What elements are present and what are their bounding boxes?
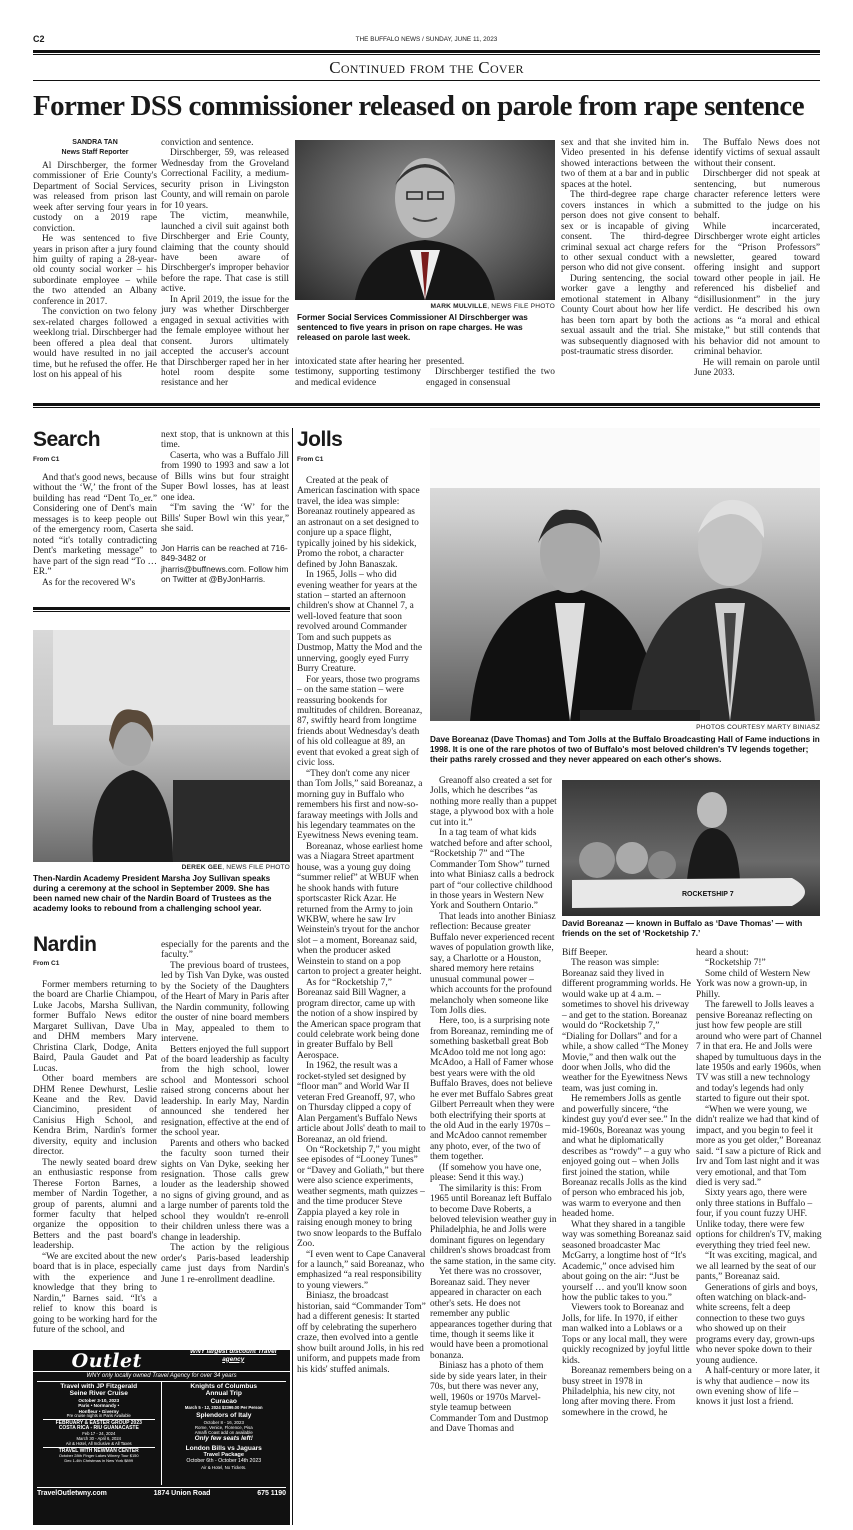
ad-line: Rome, Venice, Florence, Pisa — [194, 1425, 253, 1431]
nardin-column-2 — [161, 940, 289, 1285]
ad-line: March 5 - 12, 2024 $2399.00 Per Person — [184, 1404, 263, 1410]
paragraph: In April 2019, the issue for the jury was whether Dirschberger engaged in sexual activities with the female employee without her consent. Jurors ultimately accepted the accuser's account that Dirschberger raped her in her hotel room despite some resistance and her — [161, 294, 289, 389]
ad-line: Honfleur • Giverny — [78, 1408, 119, 1414]
ad-line: Knights of Columbus — [190, 1382, 258, 1390]
paragraph: (If somehow you have one, please: Send it this way.) — [430, 1162, 542, 1184]
dss-column-2 — [161, 138, 289, 389]
ad-line: Splendors of Italy — [196, 1412, 252, 1420]
ad-line: Paris • Normandy • — [78, 1403, 120, 1409]
article-divider — [33, 611, 290, 612]
paragraph: He remembers Jolls as gentle and powerfully sincere, “the kindest guy you'd ever see.” In the mid-1960s, Boreanaz was young and what he diplomatically describes as “rowdy” – a guy who enjoyed going out – when Jolls first joined the station, while Boreanaz recalls Jolls as the kind of person who embraced his job, was warm to everyone and then headed home. — [562, 1094, 692, 1220]
paragraph: Biniasz, the broadcast historian, said “Commander Tom” had a different genesis: It started off by celebrating the superhero craze, then evolved into a gentle show built around Jolls, in his red uniform, and puppets made from his kids' stuffed animals. — [297, 1291, 426, 1375]
article-divider — [33, 403, 820, 406]
byline: SANDRA TAN — [72, 139, 118, 146]
paragraph: He was sentenced to five years in prison after a jury found him guilty of raping a 28-year-old county social worker – his subordinate employee – while the two attended an Albany conference in 2017. — [33, 234, 157, 307]
photographer-name: DEREK GEE — [181, 864, 223, 871]
paragraph: Greanoff also created a set for Jolls, which he describes “as nothing more really than a puppet stage, a plywood box with a hole cut into it.” — [430, 776, 557, 828]
section-label: Continued from the Cover — [329, 58, 524, 77]
dirschberger-photo — [295, 140, 555, 300]
paragraph: Biniasz has a photo of them side by side years later, in their 70s, but there was never any, well, 1960s or 1970s Marvel-style teamup between Commander Tom and Dustmop and Dave Thomas and — [430, 1361, 549, 1435]
ad-line: London Bills vs Jaguars — [185, 1444, 262, 1452]
paragraph: Caserta, who was a Buffalo Jill from 1990 to 1993 and saw a lot of Bills wins but four straight Super Bowl losses, has at least one idea. — [161, 450, 289, 503]
ad-line: Travel with JP Fitzgerald — [60, 1382, 138, 1390]
ad-line: Pre cruise nights in Paris Available — [43, 1414, 155, 1420]
paragraph: intoxicated state after hearing her testimony, supporting testimony and medical evidence — [295, 357, 421, 388]
column-divider — [292, 428, 293, 1525]
photo-credit: PHOTOS COURTESY MARTY BINIASZ — [696, 724, 820, 731]
paragraph: The farewell to Jolls leaves a pensive Boreanaz reflecting on just how few people are still around who were part of Channel 7 in that era. He and Jolls were shaped by tumultuous days in the late 1950s and early 1960s, when TV was still a new technology and today's legends had only started to figure out their spot. — [696, 1000, 822, 1105]
photo-caption: Then-Nardin Academy President Marsha Joy Sullivan speaks during a ceremony at the school in September 2009. She has been named new chair of the Nardin Board of Trustees as the academy looks to rebound from a challenging school year. — [33, 874, 272, 913]
dateline: THE BUFFALO NEWS / SUNDAY, JUNE 11, 2023 — [355, 36, 498, 43]
paragraph: That leads into another Biniasz reflection: Because greater Buffalo never experienced recent waves of population growth like, say, a Charlotte or a Houston, shared memory here retains unusual communal power – which accounts for the profound melancholy when someone like Tom Jolls dies. — [430, 911, 556, 1016]
paragraph: Boreanaz, whose earliest home was a Niagara Street apartment house, was a young guy doing “summer relief” at WBUF when he shook hands with future sportscaster Rick Azar. He returned from the Army to join WKBW, where he saw Irv Weinstein's tryout for the anchor slot – a moment, Boreanaz said, when the producer asked Weinstein to stand on a pop carton to project a greater height. — [297, 841, 423, 978]
paragraph: In 1962, the result was a rocket-styled set designed by “floor man” and World War II veteran Fred Greanoff, 97, who on Thursday clipped a copy of Alan Pergament's Buffalo News article about Jolls' death to mail to Boreanaz, an old friend. — [297, 1061, 426, 1145]
paragraph: The newly seated board drew an enthusiastic response from Therese Forton Barnes, a member of Nardin Together, a group of parents, alumni and former faculty that helped organize the opposition to Betters and the past board's leadership. — [33, 1157, 157, 1252]
ad-line: Air & Hotel, No Tickets. — [201, 1464, 247, 1470]
search-column-2 — [161, 430, 289, 585]
credit-source: , NEWS FILE PHOTO — [222, 864, 290, 871]
ad-footer — [37, 1487, 286, 1498]
jolls-column-1 — [297, 476, 426, 1375]
dss-column-5 — [561, 138, 689, 358]
sullivan-photo — [33, 630, 290, 862]
paragraph: “It was exciting, magical, and we all learned by the seat of our pants,” Boreanaz said. — [696, 1251, 817, 1283]
ad-slogan: WNY largest discount Travel agency — [190, 1348, 277, 1363]
dss-column-1 — [33, 138, 157, 380]
section-rule — [33, 80, 820, 81]
ad-line: FEBRUARY & EASTER GROUP 2023 — [55, 1419, 142, 1426]
ad-line: Seine River Cruise — [69, 1390, 128, 1398]
paragraph: Generations of girls and boys, often watching on black-and-white screens, felt a deep connection to these two guys who showed up on their programs every day, grown-ups who never spoke down to their young audience. — [696, 1282, 818, 1366]
photo-caption: David Boreanaz — known in Buffalo as ‘Dave Thomas’ — with friends on the set of ‘Rocketship 7.’ — [562, 919, 803, 938]
paragraph: Biff Beeper. — [562, 948, 608, 958]
paragraph: A half-century or more later, it is why that audience – now its own evening show of life – knows it just lost a friend. — [696, 1366, 820, 1408]
ad-line: Amalfi Coast add on available — [194, 1430, 253, 1436]
nardin-column-1 — [33, 980, 157, 1335]
photo-credit — [33, 864, 290, 871]
paragraph: For years, those two programs – on the same station – were reassuring bookends for multitudes of children. Boreanaz, 87, swiftly heard from longtime friends about Wednesday's death of his old colleague at 89, an event that evoked a great sigh of civic loss. — [297, 674, 423, 769]
masthead-rule — [33, 50, 820, 53]
paragraph: As for the recovered W's — [42, 577, 136, 588]
jolls-column-2 — [430, 776, 557, 1435]
author-tagline: Jon Harris can be reached at 716-849-3482 or jharris@buffnews.com. Follow him on Twitter at @ByJonHarris. — [161, 542, 289, 585]
paragraph: Here, too, is a surprising note from Boreanaz, reminding me of something basketball great Bob McAdoo told me not long ago: McAdoo, a Hall of Famer whose best years were with the old Buffalo Braves, does not believe he ever met Buffalo Sabres great Gilbert Perreault when they were both electrifying their sports at the old Aud in the early 1970s – and McAdoo cannot remember any photo, ever, of the two of them together. — [430, 1016, 555, 1163]
paragraph: Other board members are DHM Renee Dewhurst, Leslie Keane and the Rev. David Ciancimino, president of Canisius High School, and Kendra Brim, Nardin's former diversity, equity and inclusion director. — [33, 1074, 157, 1158]
paragraph: The Buffalo News does not identify victims of sexual assault without their consent. — [694, 138, 820, 169]
paragraph: Sixty years ago, there were only three stations in Buffalo – four, if you count fuzzy UHF. Unlike today, there were few options for children's TV, making everything they tried feel new. — [696, 1188, 822, 1251]
ad-address: 1874 Union Road — [153, 1489, 211, 1497]
ad-line: Air & Hotel, All Inclusive & All Taxes — [43, 1442, 155, 1448]
ad-line: Travel Package — [203, 1452, 244, 1459]
photo-credit — [295, 303, 555, 310]
paragraph: especially for the parents and the faculty.” — [161, 940, 289, 961]
jolls-kicker: Jolls — [297, 428, 343, 451]
paragraph: In 1965, Jolls – who did evening weather for years at the station – started an afternoon children's show at Channel 7, a well-loved feature that soon revolved around Commander Tom and such puppets as Dustmop, Matty the Mod and the unnerving, googly eyed Furry Burry Creature. — [297, 570, 422, 675]
jump-line: From C1 — [33, 456, 60, 463]
dss-column-3 — [295, 357, 421, 388]
paragraph: “Rocketship 7!” — [705, 958, 766, 969]
paragraph: Some child of Western New York was now a grown-up, in Philly. — [696, 968, 811, 1000]
nardin-kicker: Nardin — [33, 933, 97, 956]
paragraph: While incarcerated, Dirschberger wrote eight articles for the “Prison Professors” newsletter, geared toward offering insight and support toward other people in jail. He referenced his disbelief and “disillusionment” in the jury verdict. He described his own actions as “a moral and ethical mistake,” but still contends that his behavior did not amount to criminal behavior. — [694, 221, 820, 358]
paragraph: The reason was simple: Boreanaz said they lived in different programming worlds. He would wake up at 4 a.m. – sometimes to shovel his driveway – and get to the station. Boreanaz would do “Rocketship 7,” “Dialing for Dollars” and for a while, a show called “The Money Movie,” and then walk out the door when Jolls, who did the weather for the Eyewitness News team, was just coming in. — [562, 958, 691, 1094]
paragraph: Yet there was no crossover, Boreanaz said. They never appeared in character on each other's sets. He does not remember any public appearances together during that time, though it seems like it would have been a promotional bonanza. — [430, 1267, 553, 1361]
jolls-column-3 — [562, 948, 692, 1418]
jump-line: From C1 — [33, 960, 60, 967]
paragraph: Former members returning to the board are Charlie Chiampou, Luke Jacobs, Marsha Sullivan, former Buffalo News editor Margaret Sullivan, Dave Uba and DHM members Mary Christina Clark, Dodge, Anita Baird, Paula Gaudet and Pat Lucas. — [33, 980, 157, 1074]
ad-line: October 28th Finger Lakes Winery Tour $150 — [58, 1453, 139, 1459]
paragraph: During sentencing, the social worker gave a lengthy and emotional statement in Albany County Court about how her life has been torn apart by both the sexual assault and the trial. She was subsequently diagnosed with post-traumatic stress disorder. — [561, 273, 689, 358]
paragraph: The action by the religious order's Paris-based leadership came just days from Nardin's June 1 re-enrollment deadline. — [161, 1243, 289, 1285]
paragraph: Parents and others who backed the faculty soon turned their sights on Van Dyke, seeking her resignation. Those calls grew louder as the leadership showed no signs of giving ground, and as a large number of parents told the school they wouldn't re-enroll their children unless there was a change in leadership. — [161, 1138, 289, 1243]
credit-source: , NEWS FILE PHOTO — [487, 303, 555, 310]
paragraph: The third-degree rape charge covers instances in which a person does not give consent to sex or is incapable of giving consent. The third-degree criminal sexual act charge refers to other sexual conduct with a person who did not give consent. — [561, 190, 689, 274]
paragraph: Dirschberger testified the two engaged in consensual — [426, 367, 555, 388]
paragraph: On “Rocketship 7,” you might see episodes of “Looney Tunes” or “Davey and Goliath,” but there were also science experiments, weather segments, math quizzes – and the time producer Steve Zappia played a key role in raising enough money to bring two snow leopards to the Buffalo Zoo. — [297, 1145, 425, 1250]
ad-subtitle: WNY only locally owned Travel Agency for over 34 years — [86, 1373, 237, 1379]
paragraph: The victim, meanwhile, launched a civil suit against both Dirschberger and Erie County, claiming that the county should have been aware of Dirschberger's improper behavior before the rape. That case is still active. — [161, 211, 289, 295]
paragraph: Dirschberger did not speak at sentencing, but numerous character reference letters were submitted to the judge on his behalf. — [694, 169, 820, 222]
ad-title: Travel Outlet — [71, 1330, 142, 1372]
ad-line: October 8 - 16, 2023 — [203, 1420, 244, 1426]
byline-role: News Staff Reporter — [61, 149, 129, 157]
rocketship-set-illustration — [562, 780, 820, 916]
boreanaz-jolls-photo — [430, 428, 820, 721]
masthead-rule — [33, 54, 820, 55]
paragraph: sex and that she invited him in. Video presented in his defense showed interactions between the two of them at a bar and in public spaces at the hotel. — [561, 138, 689, 190]
article-divider — [33, 607, 290, 610]
paragraph: Boreanaz remembers being on a busy street in 1978 in Philadelphia, his new city, not long after moving there. From somewhere in the crowd, he — [562, 1366, 692, 1418]
ad-line: TRAVEL WITH NEWMAN CENTER — [58, 1447, 139, 1454]
rocketship-photo — [562, 780, 820, 916]
photographer-name: MARK MULVILLE — [430, 303, 488, 310]
page-number: C2 — [33, 34, 45, 44]
paragraph: Viewers took to Boreanaz and Jolls, for life. In 1970, if either man walked into a Loblaws or a Tops or any local mall, they were quickly recognized by joyful little kids. — [562, 1303, 690, 1366]
podium-illustration — [33, 630, 290, 862]
paragraph: The conviction on two felony sex-related charges followed a weeklong trial. Dirschberger had been offered a plea deal that would have resulted in no jail time, but he refused the offer. He lost on his appeal of his — [33, 307, 157, 380]
paragraph: conviction and sentence. — [161, 138, 254, 148]
paragraph: Al Dirschberger, the former commissioner of Erie County's Department of Social Services, was released from prison last week after serving four years in custody on a 2019 rape conviction. — [33, 160, 157, 234]
paragraph: He will remain on parole until June 2033. — [694, 357, 820, 378]
paragraph: Dirschberger, 59, was released Wednesday from the Groveland Correctional Facility, a medium-security prison in Livingston County, and will remain on parole for 10 years. — [161, 148, 290, 211]
two-men-illustration — [430, 428, 820, 721]
photo-caption: Dave Boreanaz (Dave Thomas) and Tom Jolls at the Buffalo Broadcasting Hall of Fame inductions in 1998. It is one of the rare photos of two of Buffalo's most beloved children's TV legends together; their paths rarely crossed and they never appeared on each other's shows. — [430, 735, 820, 764]
ad-line: Only few seats left! — [194, 1435, 253, 1443]
ad-line: October 3-10, 2023 — [78, 1398, 120, 1404]
paragraph: “When we were young, we didn't realize we had that kind of impact, and you begin to feel it more as you get older,” Boreanaz said. “I saw a picture of Rick and Irv and Tom last night and it was very emotional, and that Tom died is very sad.” — [696, 1104, 822, 1188]
headline: Former DSS commissioner released on parole from rape sentence — [33, 90, 804, 122]
paragraph: “We are excited about the new board that is in place, especially with the experience and knowledge that they bring to Nardin,” Barnes said. “It's a relief to know this board is going to be working hard for the future of the school, and — [33, 1251, 157, 1335]
paragraph: Created at the peak of American fascination with space travel, the idea was simple: Boreanaz routinely appeared as an astronaut on a set designed to conjure up a space flight, typically joined by his sidekick, Promo the robot, a character defined by John Banaszak. — [297, 476, 420, 570]
ad-right-panel — [162, 1382, 287, 1485]
ad-phone: 675 1190 — [257, 1489, 286, 1497]
dss-column-4 — [426, 357, 555, 388]
ad-line: Annual Trip — [205, 1390, 242, 1398]
ad-website[interactable]: TravelOutletwny.com — [37, 1489, 107, 1497]
rocket-label: ROCKETSHIP 7 — [682, 891, 734, 898]
ad-line: COSTA RICA - RIU GUANACASTE — [58, 1425, 139, 1432]
paragraph: As for “Rocketship 7,” Boreanaz said Bill Wagner, a program director, came up with the notion of a show inspired by the American space program that could celebrate work being done in greater Buffalo by Bell Aerospace. — [297, 977, 421, 1061]
jump-line: From C1 — [297, 456, 324, 463]
ad-line: Curacao — [210, 1398, 237, 1406]
ad-line: Feb 17 - 24, 2024 — [82, 1431, 116, 1437]
search-kicker: Search — [33, 428, 101, 451]
ad-left-panel — [37, 1382, 162, 1485]
paragraph: What they shared in a tangible way was something Boreanaz said seasoned broadcaster Mac McGarry, a longtime host of “It's Academic,” once advised him about going on the air: “Just be yourself … and you'll know soon how the public takes to you.” — [562, 1219, 692, 1303]
photo-caption: Former Social Services Commissioner Al Dirschberger was sentenced to five years in prison on rape charges. He was released on parole last week. — [297, 313, 528, 342]
ad-line: March 30 - April 6, 2024 — [76, 1436, 121, 1442]
paragraph: “I'm saving the ‘W’ for the Bills' Super Bowl win this year,” she said. — [161, 503, 289, 535]
paragraph: And that's good news, because without the ‘W,’ the front of the building has read “Dent To_er.” Considering one of Dent's main messages is to keep people out of the emergency room, Caserta noted “it's totally contradicting Dent's marketing message” to have part of the sign read “To … ER.” — [33, 473, 157, 578]
paragraph: In a tag team of what kids watched before and after school, “Rocketship 7” and “The Commander Tom Show” turned into what Biniasz calls a bedrock part of “our collective childhood in those years in Western New York and Southern Ontario.” — [430, 828, 555, 912]
paragraph: Betters enjoyed the full support of the board leadership as faculty from the high school, lower school and Montessori school raised strong concerns about her leadership. In early May, Nardin announced she tendered her resignation, effective at the end of the school year. — [161, 1044, 289, 1139]
travel-outlet-ad[interactable] — [33, 1330, 290, 1525]
search-column-1 — [33, 473, 157, 588]
article-divider — [33, 407, 820, 408]
paragraph: “I even went to Cape Canaveral for a launch,” said Boreanaz, who emphasized “a real responsibility to young viewers.” — [297, 1249, 426, 1291]
paragraph: next stop, that is unknown at this time. — [161, 430, 289, 451]
paragraph: The similarity is this: From 1965 until Boreanaz left Buffalo to become Dave Roberts, a beloved television weather guy in Philadelphia, he and Jolls were dominant figures on legendary children's shows broadcast from the same station, in the same city. — [430, 1183, 557, 1267]
paragraph: “They don't come any nicer than Tom Jolls,” said Boreanaz, a morning guy in Buffalo who remembers his first and now-so-faraway meetings with Jolls and his legendary teammates on the Eyewitness News evening team. — [297, 768, 423, 842]
ad-line: Dec 1-4th Christmas in New York $899 — [64, 1458, 134, 1464]
paragraph: presented. — [426, 357, 465, 367]
jolls-column-4 — [696, 948, 822, 1408]
paragraph: heard a shout: — [696, 948, 749, 958]
portrait-illustration — [295, 140, 555, 300]
paragraph: The previous board of trustees, led by Tish Van Dyke, was ousted by the Society of the Daughters of the Heart of Mary in Paris after the Nardin community, following the ouster of nine board members in May, appealed to them to intervene. — [161, 960, 289, 1045]
ad-line: October 6th - October 14th 2023 — [186, 1457, 262, 1464]
dss-column-6 — [694, 138, 820, 378]
